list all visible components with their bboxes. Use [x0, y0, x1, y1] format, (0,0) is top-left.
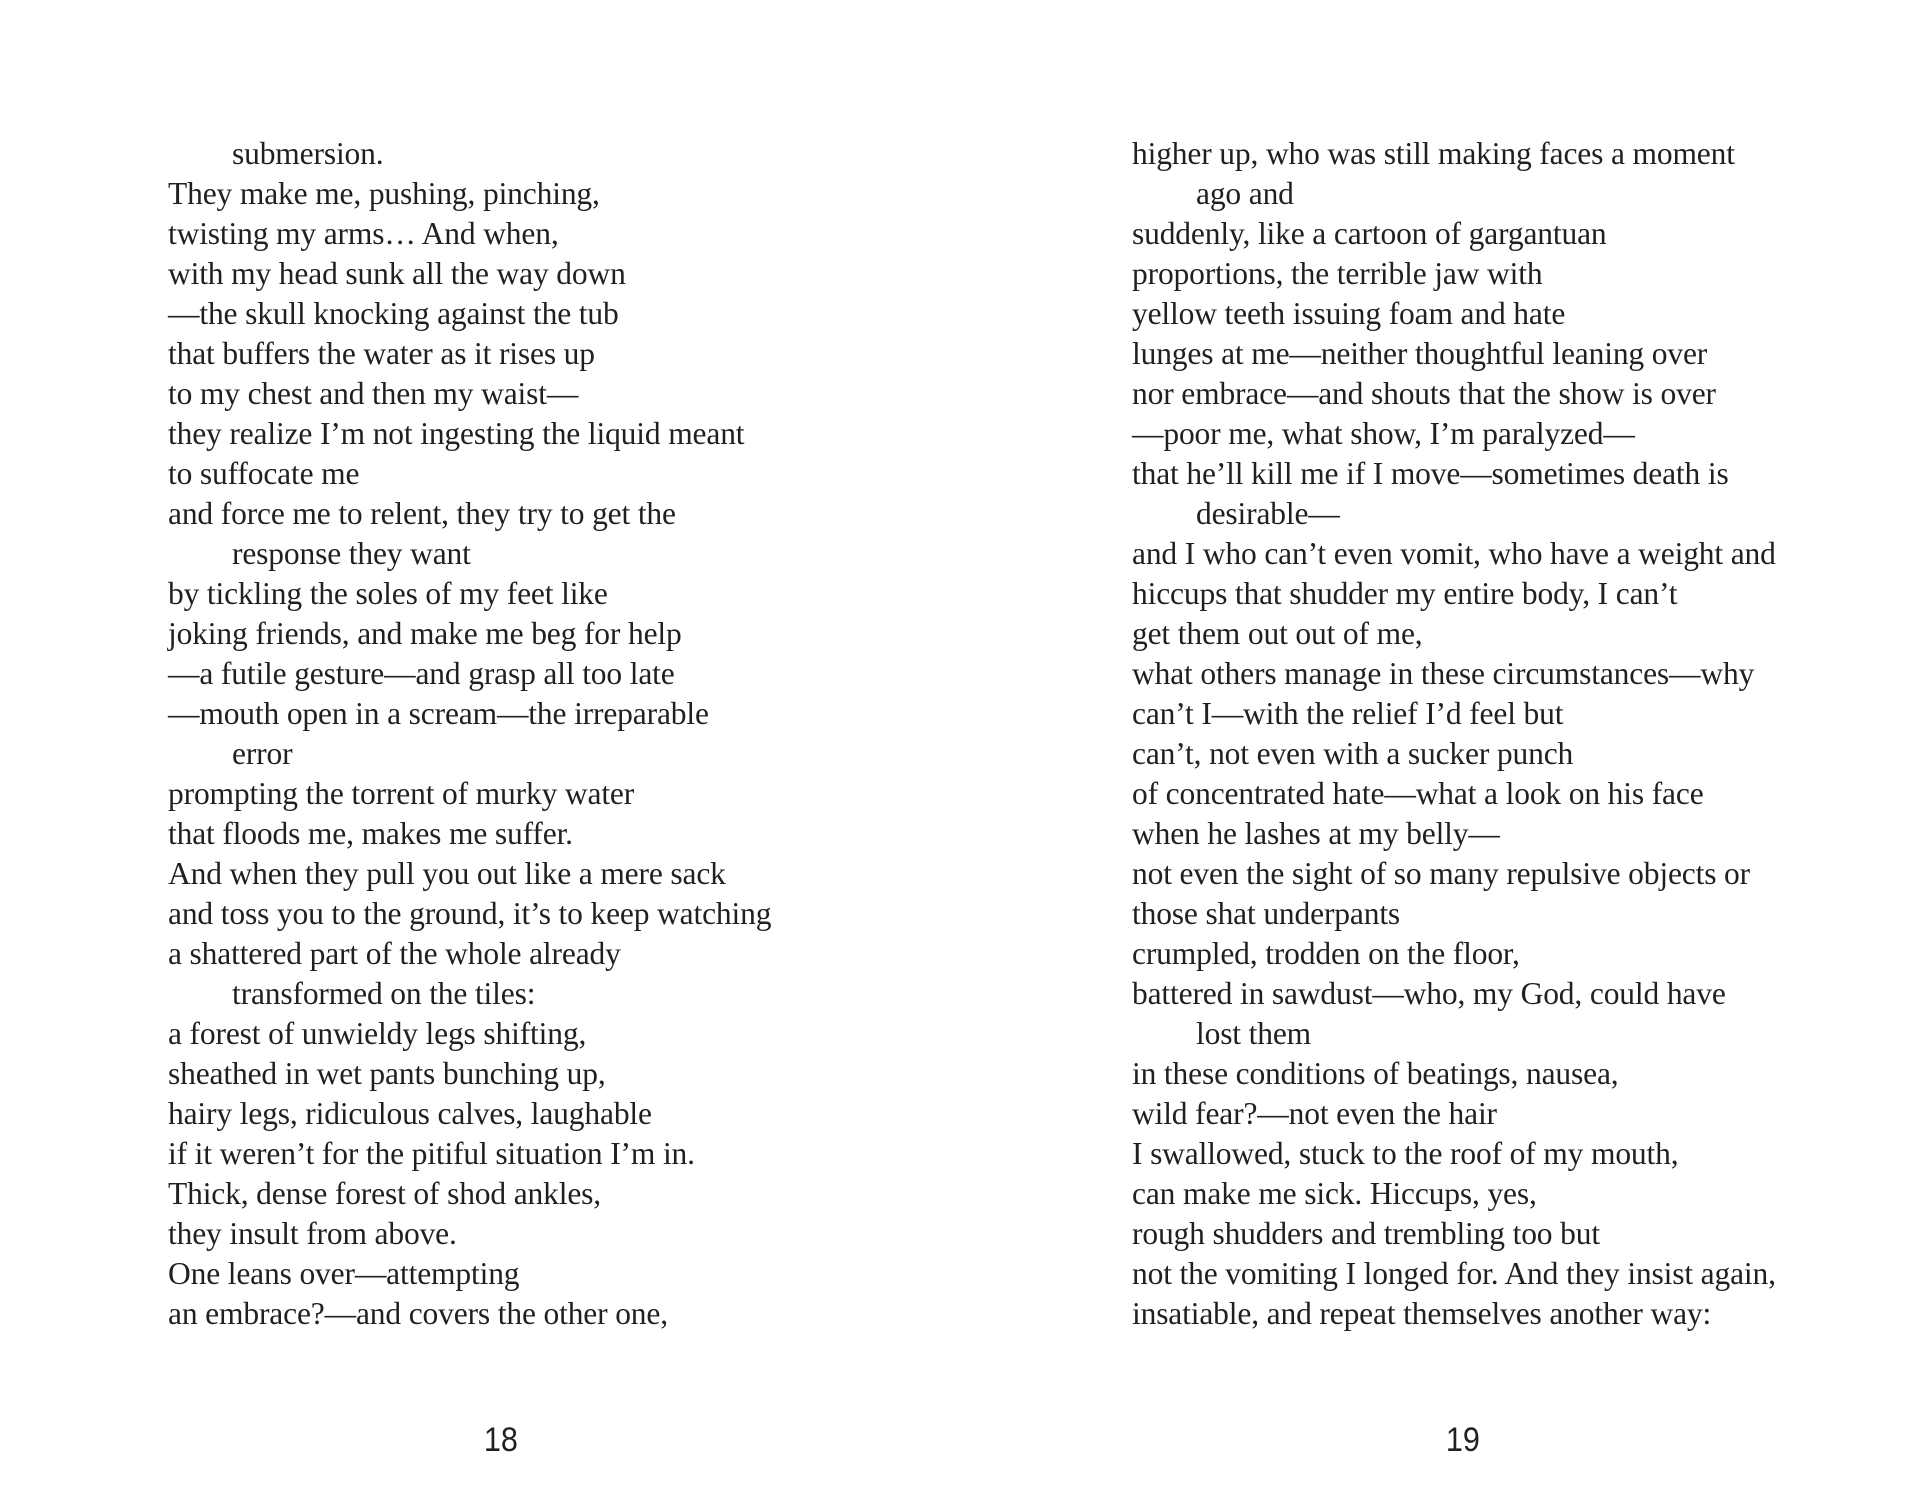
poem-line: not the vomiting I longed for. And they insist again,: [1132, 1256, 1776, 1291]
poem-line: —mouth open in a scream—the irreparable: [168, 696, 709, 731]
poem-line: not even the sight of so many repulsive objects or: [1132, 856, 1750, 891]
poem-line: I swallowed, stuck to the roof of my mouth,: [1132, 1136, 1679, 1171]
poem-line: battered in sawdust—who, my God, could have: [1132, 976, 1726, 1011]
poem-line: joking friends, and make me beg for help: [168, 616, 682, 651]
poem-line: those shat underpants: [1132, 896, 1401, 931]
poem-line: they insult from above.: [168, 1216, 457, 1251]
poem-text: [168, 134, 771, 1334]
poem-line: crumpled, trodden on the floor,: [1132, 936, 1520, 971]
left-page: [0, 0, 958, 1500]
poem-line: nor embrace—and shouts that the show is over: [1132, 376, 1716, 411]
poem-line: of concentrated hate—what a look on his face: [1132, 776, 1704, 811]
poem-line: by tickling the soles of my feet like: [168, 576, 608, 611]
poem-line: suddenly, like a cartoon of gargantuan: [1132, 216, 1607, 251]
poem-line: can make me sick. Hiccups, yes,: [1132, 1176, 1537, 1211]
poem-line: and force me to relent, they try to get the: [168, 496, 676, 531]
poem-line: insatiable, and repeat themselves another way:: [1132, 1296, 1712, 1331]
poem-line: One leans over—attempting: [168, 1256, 520, 1291]
poem-line: get them out out of me,: [1132, 616, 1423, 651]
poem-line: error: [232, 736, 293, 771]
poem-line: desirable—: [1196, 496, 1340, 531]
poem-line: ago and: [1196, 176, 1294, 211]
poem-line: in these conditions of beatings, nausea,: [1132, 1056, 1619, 1091]
poem-line: lunges at me—neither thoughtful leaning over: [1132, 336, 1708, 371]
poem-line: hairy legs, ridiculous calves, laughable: [168, 1096, 652, 1131]
poem-line: that buffers the water as it rises up: [168, 336, 595, 371]
poem-line: —a futile gesture—and grasp all too late: [168, 656, 675, 691]
poem-text: [1132, 134, 1776, 1334]
poem-line: wild fear?—not even the hair: [1132, 1096, 1497, 1131]
poem-line: higher up, who was still making faces a moment: [1132, 136, 1735, 171]
poem-line: can’t, not even with a sucker punch: [1132, 736, 1574, 771]
poem-line: twisting my arms… And when,: [168, 216, 559, 251]
poem-line: transformed on the tiles:: [232, 976, 536, 1011]
poem-line: They make me, pushing, pinching,: [168, 176, 600, 211]
poem-line: what others manage in these circumstances—why: [1132, 656, 1755, 691]
poem-line: if it weren’t for the pitiful situation I’m in.: [168, 1136, 695, 1171]
page-number: 19: [1445, 1421, 1480, 1459]
poem-line: that he’ll kill me if I move—sometimes death is: [1132, 456, 1729, 491]
poem-line: submersion.: [232, 136, 384, 171]
poem-line: a shattered part of the whole already: [168, 936, 621, 971]
poem-line: lost them: [1196, 1016, 1312, 1051]
poem-line: proportions, the terrible jaw with: [1132, 256, 1543, 291]
poem-line: can’t I—with the relief I’d feel but: [1132, 696, 1564, 731]
poem-line: hiccups that shudder my entire body, I can’t: [1132, 576, 1678, 611]
right-page: [958, 0, 1917, 1500]
poem-line: that floods me, makes me suffer.: [168, 816, 573, 851]
poem-line: rough shudders and trembling too but: [1132, 1216, 1600, 1251]
poem-line: and I who can’t even vomit, who have a weight and: [1132, 536, 1776, 571]
poem-line: yellow teeth issuing foam and hate: [1132, 296, 1566, 331]
poem-line: to my chest and then my waist—: [168, 376, 579, 411]
page-number: 18: [483, 1421, 518, 1459]
poem-line: to suffocate me: [168, 456, 360, 491]
poem-line: and toss you to the ground, it’s to keep watching: [168, 896, 772, 931]
poem-line: Thick, dense forest of shod ankles,: [168, 1176, 602, 1211]
poem-line: prompting the torrent of murky water: [168, 776, 635, 811]
poem-line: they realize I’m not ingesting the liquid meant: [168, 416, 745, 451]
poem-line: And when they pull you out like a mere sack: [168, 856, 726, 891]
poem-line: with my head sunk all the way down: [168, 256, 626, 291]
poem-line: an embrace?—and covers the other one,: [168, 1296, 668, 1331]
poem-line: a forest of unwieldy legs shifting,: [168, 1016, 587, 1051]
poem-line: —the skull knocking against the tub: [168, 296, 619, 331]
poem-line: response they want: [232, 536, 471, 571]
poem-line: sheathed in wet pants bunching up,: [168, 1056, 606, 1091]
poem-line: when he lashes at my belly—: [1132, 816, 1500, 851]
poem-line: —poor me, what show, I’m paralyzed—: [1132, 416, 1635, 451]
